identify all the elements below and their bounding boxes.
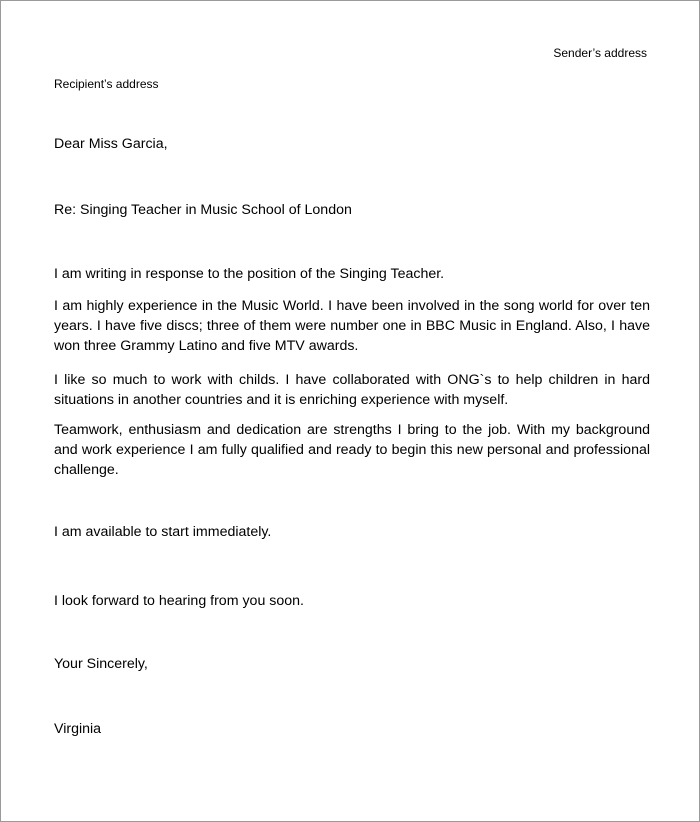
body-paragraph: Teamwork, enthusiasm and dedication are strengths I bring to the job. With my background and work experience I am fully qualified and ready to begin this new personal and professional challenge. xyxy=(54,422,650,478)
availability-line: I am available to start immediately. xyxy=(54,524,272,540)
recipient-address: Recipient’s address xyxy=(54,77,159,91)
sender-address: Sender’s address xyxy=(553,46,647,60)
complimentary-close: Your Sincerely, xyxy=(54,656,148,672)
closing-line: I look forward to hearing from you soon. xyxy=(54,593,304,609)
body-paragraph: I like so much to work with childs. I have collaborated with ONG`s to help children in hard situations in another countries and it is enriching experience with myself. xyxy=(54,372,650,408)
salutation: Dear Miss Garcia, xyxy=(54,136,168,152)
body-paragraph: I am highly experience in the Music World. I have been involved in the song world for over ten years. I have five discs; three of them were number one in BBC Music in England. Also, I have won three Grammy Latino and five MTV awards. xyxy=(54,298,650,354)
signature-name: Virginia xyxy=(54,721,102,737)
body-paragraph: I am writing in response to the position of the Singing Teacher. xyxy=(54,266,445,282)
subject-line: Re: Singing Teacher in Music School of London xyxy=(54,202,352,218)
